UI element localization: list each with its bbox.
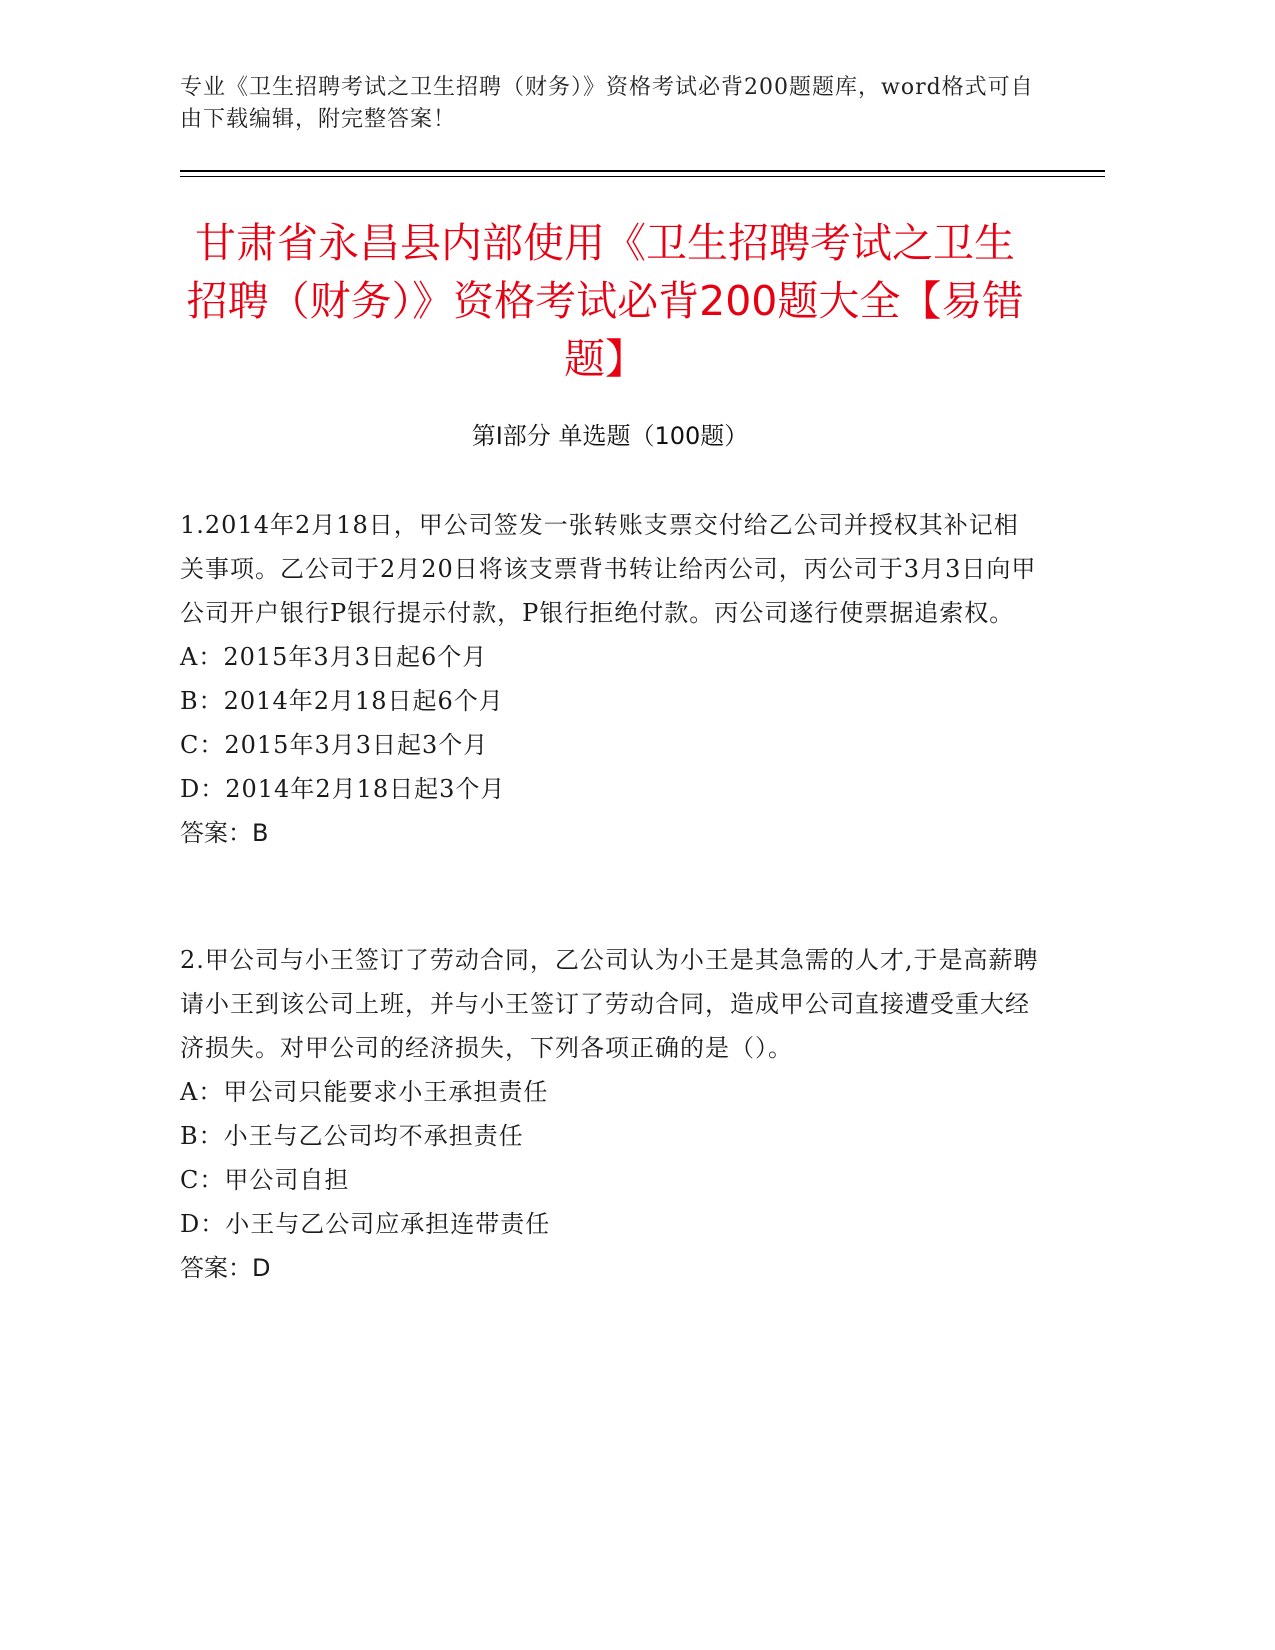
header-note: 专业《卫生招聘考试之卫生招聘（财务）》资格考试必背200题题库，word格式可自由下载编辑，附完整答案！ — [180, 75, 1034, 132]
answer: 答案：D — [180, 1254, 271, 1282]
option-c: C：甲公司自担 — [180, 1166, 350, 1194]
option-a: A：2015年3月3日起6个月 — [180, 643, 488, 671]
option-d: D：2014年2月18日起3个月 — [180, 775, 506, 803]
option-d: D：小王与乙公司应承担连带责任 — [180, 1210, 551, 1238]
section-heading: 第I部分 单选题（100题） — [471, 422, 749, 450]
option-b: B：2014年2月18日起6个月 — [180, 687, 504, 715]
question-stem: 1.2014年2月18日，甲公司签发一张转账支票交付给乙公司并授权其补记相关事项。乙公司于2月20日将该支票背书转让给丙公司，丙公司于3月3日向甲公司开户银行P银行提示付款，P银行拒绝付款。丙公司遂行使票据追索权。 — [180, 511, 1037, 627]
option-a: A：甲公司只能要求小王承担责任 — [180, 1078, 549, 1106]
header-rule-thin — [180, 176, 1105, 177]
header-rule-thick — [180, 170, 1105, 172]
answer: 答案：B — [180, 819, 269, 847]
option-b: B：小王与乙公司均不承担责任 — [180, 1122, 524, 1150]
document-title: 甘肃省永昌县内部使用《卫生招聘考试之卫生招聘（财务）》资格考试必背200题大全【易错题】 — [186, 219, 1024, 383]
question-stem: 2.甲公司与小王签订了劳动合同，乙公司认为小王是其急需的人才,于是高薪聘请小王到该公司上班，并与小王签订了劳动合同，造成甲公司直接遭受重大经济损失。对甲公司的经济损失，下列各项正确的是（）。 — [180, 946, 1039, 1062]
question-2 — [180, 938, 1040, 1290]
question-1 — [180, 503, 1040, 855]
option-c: C：2015年3月3日起3个月 — [180, 731, 489, 759]
